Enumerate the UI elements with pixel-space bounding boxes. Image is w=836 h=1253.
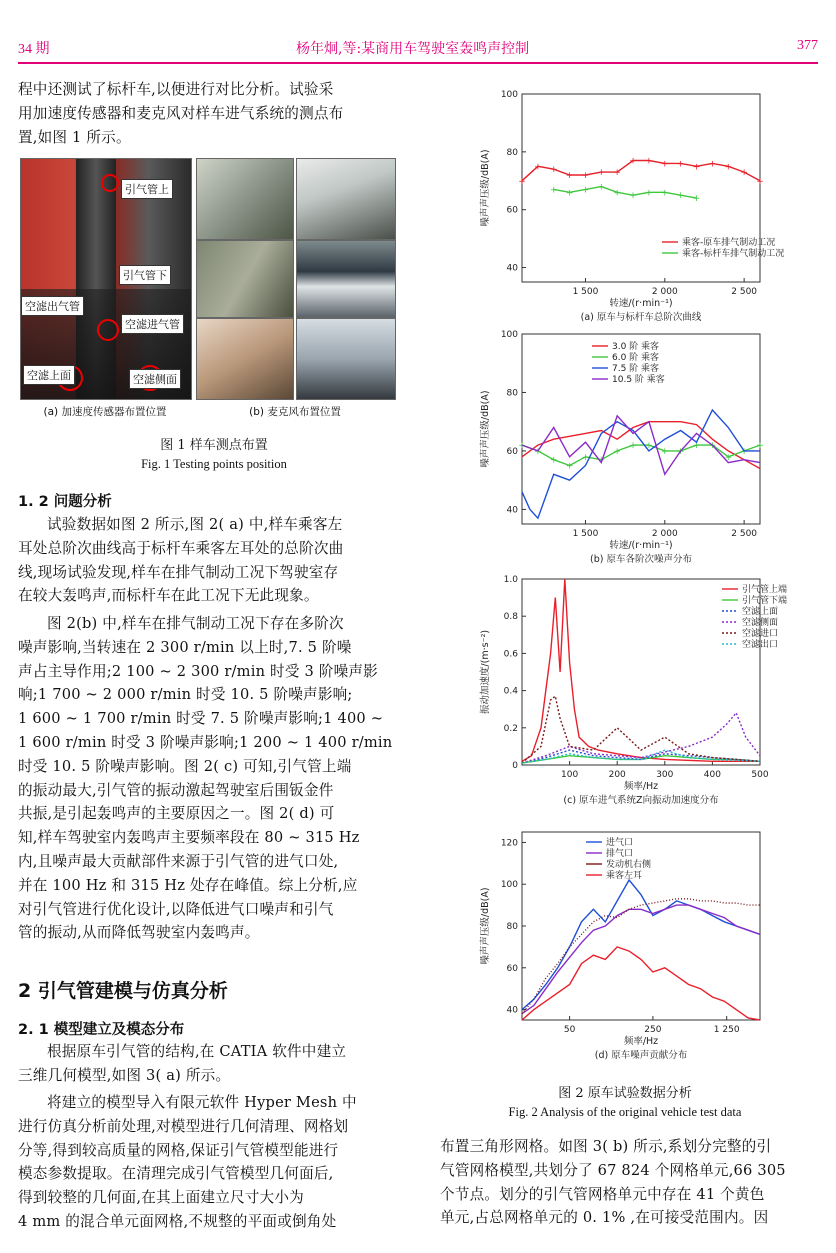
data-point-marker: + <box>549 165 558 176</box>
y-tick-label: 0.4 <box>503 686 518 697</box>
x-tick-label: 200 <box>608 770 626 780</box>
text-line: 知,样车驾驶室内轰鸣声主要频率段在 80 ~ 315 Hz <box>18 829 360 847</box>
y-tick-label: 100 <box>500 90 518 100</box>
text-line: 将建立的模型导入有限元软件 Hyper Mesh 中 <box>47 1094 357 1111</box>
page-number: 377 <box>797 38 818 53</box>
fig2-caption-en: Fig. 2 Analysis of the original vehicle test data <box>508 1105 742 1119</box>
label-filter-top: 空滤上面 <box>23 365 75 385</box>
data-point-marker: + <box>708 159 717 170</box>
section-2-1-heading: 2. 1 模型建立及模态分布 <box>18 1022 185 1038</box>
section-1-2-heading: 1. 2 问题分析 <box>18 494 112 510</box>
mic-photo-6 <box>296 318 396 400</box>
x-tick-label: 500 <box>751 770 769 780</box>
fig2-caption-cn: 图 2 原车试验数据分析 <box>558 1086 692 1101</box>
data-point-marker: + <box>645 188 653 199</box>
text-line: 试验数据如图 2 所示,图 2( a) 中,样车乘客左 <box>47 516 343 533</box>
mic-photo-2 <box>296 158 396 240</box>
y-tick-label: 80 <box>506 922 518 932</box>
legend-label: 乘客左耳 <box>606 871 643 881</box>
data-point-marker: + <box>534 162 542 173</box>
data-point-marker: + <box>724 162 733 173</box>
legend-label: 进气口 <box>606 838 634 848</box>
y-axis-label: 噪声声压级/dB(A) <box>480 149 491 227</box>
x-tick-label: 1 250 <box>713 1025 740 1035</box>
data-point-marker: + <box>756 176 764 187</box>
legend-label: 6.0 阶 乘客 <box>612 353 660 363</box>
mic-photo-3 <box>196 240 294 318</box>
y-tick-label: 60 <box>506 205 518 216</box>
text-line: 在较大轰鸣声,而标杆车在此工况下无此现象。 <box>18 587 319 605</box>
text-line: 模态参数提取。在清理完成引气管模型几何面后, <box>18 1165 334 1183</box>
mic-photo-1 <box>196 158 294 240</box>
label-filter-inlet: 空滤进气管 <box>121 314 184 334</box>
text-line: 单元,占总网格单元的 0. 1% ,在可接受范围内。因 <box>440 1209 769 1227</box>
chart-subtitle: (b) 原车各阶次噪声分布 <box>590 554 692 565</box>
fig1-caption-en: Fig. 1 Testing points position <box>141 457 287 471</box>
data-point-marker: + <box>645 156 653 167</box>
section-2-heading: 2 引气管建模与仿真分析 <box>18 980 228 1002</box>
y-tick-label: 0 <box>512 761 518 771</box>
fig1-sub-a: (a) 加速度传感器布置位置 <box>43 406 167 418</box>
y-tick-label: 1.0 <box>503 575 518 585</box>
mic-photo-4 <box>296 240 396 318</box>
section-1-2-paragraph-1 <box>18 513 410 608</box>
text-line: 共振,是引起轰鸣声的主要原因之一。图 2( d) 可 <box>18 805 335 823</box>
data-point-marker: + <box>581 170 590 181</box>
data-point-marker: + <box>692 162 701 173</box>
data-point-marker: + <box>565 188 574 199</box>
data-point-marker: + <box>597 455 606 466</box>
chart-subtitle: (a) 原车与标杆车总阶次曲线 <box>580 312 702 323</box>
y-tick-label: 40 <box>506 505 518 516</box>
section-2-1-paragraph-1 <box>18 1040 410 1088</box>
data-point-marker: + <box>645 441 653 452</box>
label-pipe-lower: 引气管下 <box>119 265 171 285</box>
data-point-marker: + <box>518 441 526 452</box>
data-point-marker: + <box>661 159 669 170</box>
section-1-2-paragraph-2 <box>18 612 410 945</box>
y-tick-label: 120 <box>500 838 518 849</box>
legend-label: 空滤出口 <box>742 640 779 650</box>
data-point-marker: + <box>629 156 637 167</box>
legend-label: 排气口 <box>606 849 634 859</box>
x-tick-label: 2 000 <box>651 287 678 297</box>
section-2-1-paragraph-2 <box>18 1091 410 1234</box>
legend-label: 引气管下端 <box>742 596 788 606</box>
x-axis-label: 转速/(r·min⁻¹) <box>609 298 673 309</box>
x-tick-label: 2 500 <box>731 529 758 539</box>
text-line: 4 mm 的混合单元面网格,不规整的平面或倒角处 <box>18 1212 337 1230</box>
data-point-marker: + <box>676 159 685 170</box>
y-tick-label: 0.8 <box>503 612 518 623</box>
chart-subtitle: (c) 原车进气系统Z向振动加速度分布 <box>563 795 719 806</box>
y-tick-label: 60 <box>506 963 518 974</box>
x-tick-label: 250 <box>644 1025 662 1035</box>
data-point-marker: + <box>565 170 574 181</box>
chart-subtitle: (d) 原车噪声贡献分布 <box>594 1050 688 1061</box>
y-tick-label: 100 <box>500 330 518 340</box>
running-header <box>18 38 818 64</box>
data-point-marker: + <box>692 441 701 452</box>
data-point-marker: + <box>708 441 717 452</box>
legend-label: 7.5 阶 乘客 <box>612 364 660 374</box>
x-axis-label: 转速/(r·min⁻¹) <box>609 540 673 551</box>
text-line: 根据原车引气管的结构,在 CATIA 软件中建立 <box>47 1043 347 1060</box>
marker-circle <box>97 319 119 341</box>
data-point-marker: + <box>740 446 748 457</box>
text-line: 内,且噪声最大贡献部件来源于引气管的进气口处, <box>18 852 339 870</box>
label-pipe-upper: 引气管上 <box>121 179 173 199</box>
accelerometer-photo <box>20 158 192 400</box>
text-line: 耳处总阶次曲线高于标杆车乘客左耳处的总阶次曲 <box>18 539 344 557</box>
label-filter-side: 空滤侧面 <box>129 369 181 389</box>
x-tick-label: 1 500 <box>572 529 599 539</box>
legend-label: 乘客-标杆车排气制动工况 <box>682 249 785 259</box>
data-point-marker: + <box>661 188 669 199</box>
right-column-paragraph <box>440 1135 820 1230</box>
data-point-marker: + <box>581 452 590 463</box>
fig1-sub-b: (b) 麦克风布置位置 <box>249 406 341 418</box>
y-tick-label: 60 <box>506 446 518 457</box>
text-line: 声占主导作用;2 100 ~ 2 300 r/min 时受 3 阶噪声影 <box>18 662 378 680</box>
text-line: 图 2(b) 中,样车在排气制动工况下存在多阶次 <box>47 615 344 632</box>
y-tick-label: 40 <box>506 1005 518 1016</box>
legend-label: 空滤进口 <box>742 629 779 639</box>
data-point-marker: + <box>597 182 606 193</box>
data-point-marker: + <box>661 446 669 457</box>
x-tick-label: 100 <box>561 770 579 780</box>
y-axis-label: 振动加速度/(m·s⁻²) <box>480 629 491 715</box>
x-tick-label: 400 <box>703 770 721 780</box>
data-point-marker: + <box>613 168 621 179</box>
y-tick-label: 0.2 <box>503 723 518 734</box>
data-point-marker: + <box>724 452 733 463</box>
text-line: 三维几何模型,如图 3( a) 所示。 <box>18 1066 231 1084</box>
text-line: 置,如图 1 所示。 <box>18 128 131 146</box>
data-point-marker: + <box>692 194 701 205</box>
data-point-marker: + <box>676 191 685 202</box>
text-line: 1 600 ~ 1 700 r/min 时受 7. 5 阶噪声影响;1 400 ~ <box>18 710 384 728</box>
y-tick-label: 0.6 <box>503 649 518 660</box>
text-line: 响;1 700 ~ 2 000 r/min 时受 10. 5 阶噪声影响; <box>18 686 353 704</box>
text-line: 并在 100 Hz 和 315 Hz 处存在峰值。综上分析,应 <box>18 876 358 894</box>
data-point-marker: + <box>676 446 685 457</box>
legend-label: 发动机右侧 <box>606 860 652 870</box>
data-point-marker: + <box>756 441 764 452</box>
x-tick-label: 50 <box>563 1025 576 1035</box>
legend-label: 3.0 阶 乘客 <box>612 342 660 352</box>
running-title: 杨年炯,等:某商用车驾驶室轰鸣声控制 <box>296 41 530 57</box>
y-axis-label: 噪声声压级/dB(A) <box>480 887 491 965</box>
y-tick-label: 40 <box>506 263 518 274</box>
x-axis-label: 频率/Hz <box>623 781 659 792</box>
x-tick-label: 1 500 <box>572 287 599 297</box>
text-line: 分等,得到较高质量的网格,保证引气管模型能进行 <box>18 1141 339 1159</box>
label-filter-outlet: 空滤出气管 <box>21 296 84 316</box>
text-line: 气管网格模型,共划分了 67 824 个网格单元,66 305 <box>440 1161 786 1179</box>
intro-paragraph <box>18 78 410 149</box>
data-point-marker: + <box>518 176 526 187</box>
marker-circle <box>101 174 119 192</box>
x-axis-label: 频率/Hz <box>623 1036 659 1047</box>
legend-label: 引气管上端 <box>742 585 788 595</box>
text-line: 得到较整的几何面,在其上面建立尺寸大小为 <box>18 1189 304 1207</box>
data-point-marker: + <box>629 441 637 452</box>
text-line: 时受 10. 5 阶噪声影响。图 2( c) 可知,引气管上端 <box>18 757 352 775</box>
plot-frame <box>522 579 760 765</box>
text-line: 线,现场试验发现,样车在排气制动工况下驾驶室存 <box>18 563 339 581</box>
data-point-marker: + <box>565 461 574 472</box>
y-tick-label: 80 <box>506 147 518 158</box>
text-line: 噪声影响,当转速在 2 300 r/min 以上时,7. 5 阶噪 <box>18 638 352 656</box>
data-point-marker: + <box>534 446 542 457</box>
legend-label: 空滤侧面 <box>742 618 779 628</box>
x-tick-label: 300 <box>656 770 674 780</box>
y-axis-label: 噪声声压级/dB(A) <box>480 390 491 468</box>
data-point-marker: + <box>549 185 558 196</box>
y-tick-label: 80 <box>506 388 518 399</box>
issue-number: 34 期 <box>18 42 50 57</box>
data-point-marker: + <box>581 185 590 196</box>
data-point-marker: + <box>549 455 558 466</box>
fig1-caption-cn: 图 1 样车测点布置 <box>160 438 268 453</box>
text-line: 用加速度传感器和麦克风对样车进气系统的测点布 <box>18 104 344 122</box>
legend-label: 乘客-原车排气制动工况 <box>682 238 776 248</box>
x-tick-label: 2 000 <box>651 529 678 539</box>
figure-2-charts <box>470 82 788 1072</box>
text-line: 对引气管进行优化设计,以降低进气口噪声和引气 <box>18 900 334 918</box>
mic-photo-5 <box>196 318 294 400</box>
text-line: 进行仿真分析前处理,对模型进行几何清理、网格划 <box>18 1117 349 1135</box>
text-line: 布置三角形网格。如图 3( b) 所示,系划分完整的引 <box>440 1138 772 1155</box>
text-line: 程中还测试了标杆车,以便进行对比分析。试验采 <box>18 81 334 98</box>
data-point-marker: + <box>597 168 606 179</box>
text-line: 1 600 r/min 时受 3 阶噪声影响;1 200 ~ 1 400 r/min <box>18 733 393 751</box>
legend-label: 10.5 阶 乘客 <box>612 375 665 385</box>
legend-label: 空滤上面 <box>742 607 779 617</box>
x-tick-label: 2 500 <box>731 287 758 297</box>
text-line: 个节点。划分的引气管网格单元中存在 41 个黄色 <box>440 1185 765 1203</box>
data-point-marker: + <box>740 168 748 179</box>
data-point-marker: + <box>613 188 621 199</box>
text-line: 的振动最大,引气管的振动激起驾驶室后围钣金件 <box>18 781 334 799</box>
data-point-marker: + <box>613 446 621 457</box>
text-line: 管的振动,从而降低驾驶室内轰鸣声。 <box>18 924 260 942</box>
y-tick-label: 100 <box>500 880 518 891</box>
data-point-marker: + <box>629 191 637 202</box>
